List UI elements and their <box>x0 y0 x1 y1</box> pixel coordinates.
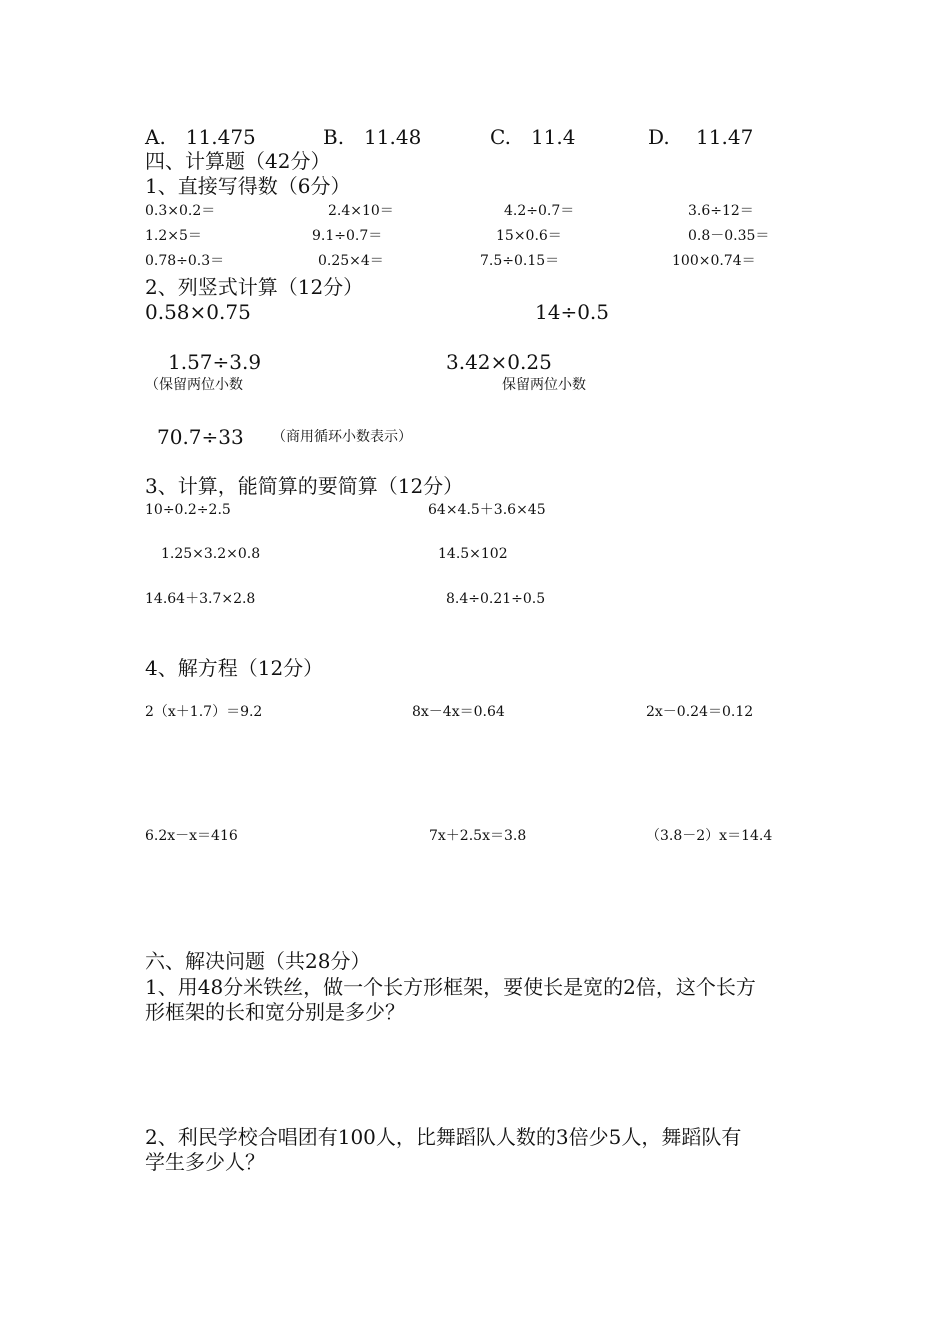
q3-item: 8.4÷0.21÷0.5 <box>446 591 546 607</box>
section4-title: 四、计算题（42分） <box>145 149 331 173</box>
q2-note: （商用循环小数表示） <box>272 429 412 445</box>
problem-2-line-2: 学生多少人？ <box>145 1150 265 1174</box>
q2-title: 2、列竖式计算（12分） <box>145 275 364 299</box>
q1-item: 15×0.6＝ <box>496 228 562 244</box>
q3-item: 64×4.5＋3.6×45 <box>428 502 546 518</box>
choice-c: C. 11.4 <box>490 125 576 149</box>
q1-item: 9.1÷0.7＝ <box>312 228 383 244</box>
q2-note: 保留两位小数 <box>502 377 586 393</box>
q4-item: 6.2x－x＝416 <box>145 828 238 844</box>
problem-1-line-1: 1、用48分米铁丝，做一个长方形框架，要使长是宽的2倍，这个长方 <box>145 975 756 999</box>
q1-item: 4.2÷0.7＝ <box>504 203 575 219</box>
choice-d: D. 11.47 <box>648 125 754 149</box>
q1-item: 3.6÷12＝ <box>688 203 754 219</box>
q2-item: 0.58×0.75 <box>145 300 251 324</box>
q1-item: 0.78÷0.3＝ <box>145 253 225 269</box>
choice-b: B. 11.48 <box>323 125 422 149</box>
q1-item: 0.3×0.2＝ <box>145 203 216 219</box>
q2-item: 14÷0.5 <box>535 300 610 324</box>
q3-title: 3、计算，能简算的要简算（12分） <box>145 474 464 498</box>
q1-item: 0.8－0.35＝ <box>688 228 770 244</box>
q2-item: 70.7÷33 <box>157 425 244 449</box>
q2-item: 3.42×0.25 <box>446 350 552 374</box>
q2-note: （保留两位小数 <box>145 377 243 393</box>
q1-item: 0.25×4＝ <box>318 253 384 269</box>
problem-1-line-2: 形框架的长和宽分别是多少？ <box>145 1000 405 1024</box>
q3-item: 1.25×3.2×0.8 <box>161 546 261 562</box>
q3-item: 10÷0.2÷2.5 <box>145 502 231 518</box>
q2-item: 1.57÷3.9 <box>168 350 262 374</box>
q4-item: （3.8－2）x＝14.4 <box>646 828 773 844</box>
q1-item: 7.5÷0.15＝ <box>480 253 560 269</box>
q1-item: 1.2×5＝ <box>145 228 202 244</box>
q1-title: 1、直接写得数（6分） <box>145 174 351 198</box>
choice-a: A. 11.475 <box>145 125 256 149</box>
q4-item: 8x－4x＝0.64 <box>412 704 505 720</box>
q4-item: 2x－0.24＝0.12 <box>646 704 754 720</box>
q4-item: 2（x＋1.7）＝9.2 <box>145 704 263 720</box>
q3-item: 14.64＋3.7×2.8 <box>145 591 256 607</box>
problem-2-line-1: 2、利民学校合唱团有100人，比舞蹈队人数的3倍少5人，舞蹈队有 <box>145 1125 742 1149</box>
q4-title: 4、解方程（12分） <box>145 656 324 680</box>
q3-item: 14.5×102 <box>438 546 508 562</box>
q1-item: 100×0.74＝ <box>672 253 756 269</box>
q1-item: 2.4×10＝ <box>328 203 394 219</box>
section6-title: 六、解决问题（共28分） <box>145 949 371 973</box>
q4-item: 7x＋2.5x＝3.8 <box>429 828 527 844</box>
